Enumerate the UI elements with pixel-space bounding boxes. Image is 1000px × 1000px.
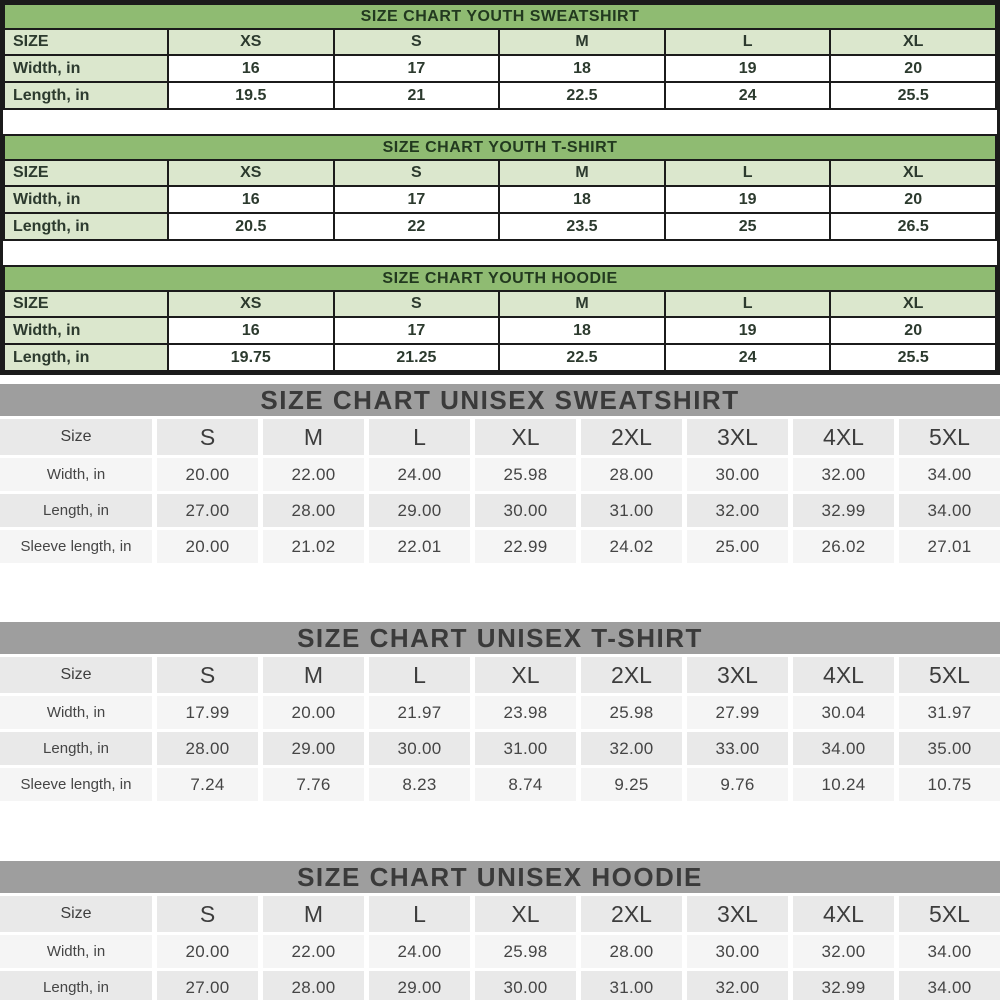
size-value-cell: 32.00 — [793, 458, 894, 491]
size-value-cell: 24 — [666, 345, 830, 370]
size-value-cell: 27.00 — [157, 494, 258, 527]
youth-sweatshirt-size-chart — [3, 3, 997, 110]
size-column-header: 2XL — [581, 419, 682, 455]
size-column-header: S — [157, 657, 258, 693]
size-value-cell: 26.5 — [831, 214, 995, 239]
size-value-cell: 32.00 — [581, 732, 682, 765]
size-value-cell: 19.5 — [169, 83, 333, 108]
size-value-cell: 22.99 — [475, 530, 576, 563]
size-value-cell: 17 — [335, 56, 499, 81]
size-value-cell: 20.5 — [169, 214, 333, 239]
size-value-cell: 18 — [500, 187, 664, 212]
size-column-header: XL — [475, 896, 576, 932]
size-column-header: 5XL — [899, 419, 1000, 455]
unisex-size-charts-section — [0, 375, 1000, 1000]
size-column-header: 4XL — [793, 657, 894, 693]
size-column-header: L — [369, 419, 470, 455]
size-column-header: L — [369, 657, 470, 693]
size-column-header: 2XL — [581, 896, 682, 932]
size-value-cell: 20.00 — [157, 935, 258, 968]
size-value-cell: 19 — [666, 56, 830, 81]
size-value-cell: 34.00 — [793, 732, 894, 765]
size-value-cell: 18 — [500, 56, 664, 81]
row-label: Length, in — [5, 83, 167, 108]
row-label: Width, in — [5, 56, 167, 81]
row-label: Length, in — [0, 732, 152, 765]
size-column-header: 2XL — [581, 657, 682, 693]
size-column-header: M — [263, 896, 364, 932]
size-value-cell: 8.74 — [475, 768, 576, 801]
unisex-tshirt-size-chart — [0, 622, 1000, 801]
size-column-header: XL — [831, 161, 995, 185]
size-column-header: XS — [169, 292, 333, 316]
size-column-header: XL — [831, 292, 995, 316]
size-value-cell: 10.75 — [899, 768, 1000, 801]
size-value-cell: 24.00 — [369, 935, 470, 968]
size-value-cell: 22.5 — [500, 83, 664, 108]
size-value-cell: 16 — [169, 318, 333, 343]
table-title: SIZE CHART YOUTH HOODIE — [5, 267, 995, 290]
size-value-cell: 27.99 — [687, 696, 788, 729]
size-value-cell: 31.97 — [899, 696, 1000, 729]
size-value-cell: 29.00 — [369, 494, 470, 527]
row-label-header: SIZE — [5, 161, 167, 185]
size-value-cell: 25.98 — [581, 696, 682, 729]
size-value-cell: 24.00 — [369, 458, 470, 491]
size-table-grid — [0, 657, 1000, 801]
youth-tshirt-size-chart — [3, 134, 997, 241]
size-value-cell: 32.00 — [793, 935, 894, 968]
size-value-cell: 7.24 — [157, 768, 258, 801]
size-value-cell: 33.00 — [687, 732, 788, 765]
row-label: Width, in — [5, 187, 167, 212]
size-value-cell: 32.99 — [793, 494, 894, 527]
size-value-cell: 24 — [666, 83, 830, 108]
row-label-header: Size — [0, 657, 152, 693]
size-value-cell: 16 — [169, 187, 333, 212]
row-label: Width, in — [0, 935, 152, 968]
size-column-header: 3XL — [687, 657, 788, 693]
size-value-cell: 19 — [666, 318, 830, 343]
size-value-cell: 25.98 — [475, 458, 576, 491]
size-value-cell: 34.00 — [899, 935, 1000, 968]
size-value-cell: 35.00 — [899, 732, 1000, 765]
table-title: SIZE CHART UNISEX SWEATSHIRT — [0, 384, 1000, 416]
size-column-header: 4XL — [793, 419, 894, 455]
size-table-grid — [0, 896, 1000, 1000]
size-value-cell: 17 — [335, 187, 499, 212]
size-column-header: 3XL — [687, 419, 788, 455]
size-column-header: L — [666, 161, 830, 185]
unisex-hoodie-size-chart — [0, 861, 1000, 1000]
size-value-cell: 25.5 — [831, 83, 995, 108]
size-value-cell: 22.00 — [263, 458, 364, 491]
row-label: Sleeve length, in — [0, 530, 152, 563]
size-value-cell: 17 — [335, 318, 499, 343]
size-column-header: S — [335, 161, 499, 185]
row-label-header: SIZE — [5, 30, 167, 54]
size-value-cell: 30.00 — [687, 935, 788, 968]
row-label: Width, in — [0, 458, 152, 491]
size-column-header: S — [335, 30, 499, 54]
size-value-cell: 23.98 — [475, 696, 576, 729]
size-value-cell: 20 — [831, 56, 995, 81]
size-column-header: 5XL — [899, 657, 1000, 693]
youth-hoodie-size-chart — [3, 265, 997, 372]
size-value-cell: 30.00 — [369, 732, 470, 765]
size-value-cell: 29.00 — [369, 971, 470, 1000]
size-value-cell: 21.02 — [263, 530, 364, 563]
size-value-cell: 26.02 — [793, 530, 894, 563]
size-column-header: XL — [831, 30, 995, 54]
size-value-cell: 25.00 — [687, 530, 788, 563]
size-value-cell: 30.00 — [475, 494, 576, 527]
size-value-cell: 27.01 — [899, 530, 1000, 563]
row-label: Length, in — [0, 971, 152, 1000]
size-value-cell: 31.00 — [475, 732, 576, 765]
row-label: Length, in — [5, 345, 167, 370]
size-column-header: M — [500, 161, 664, 185]
size-value-cell: 21 — [335, 83, 499, 108]
table-title: SIZE CHART UNISEX HOODIE — [0, 861, 1000, 893]
size-value-cell: 16 — [169, 56, 333, 81]
size-value-cell: 27.00 — [157, 971, 258, 1000]
size-value-cell: 28.00 — [581, 458, 682, 491]
size-value-cell: 34.00 — [899, 494, 1000, 527]
size-value-cell: 8.23 — [369, 768, 470, 801]
size-value-cell: 31.00 — [581, 494, 682, 527]
size-value-cell: 22.5 — [500, 345, 664, 370]
size-value-cell: 34.00 — [899, 458, 1000, 491]
size-value-cell: 20.00 — [157, 530, 258, 563]
youth-size-charts-section — [0, 0, 1000, 375]
row-label: Width, in — [5, 318, 167, 343]
size-value-cell: 29.00 — [263, 732, 364, 765]
table-title: SIZE CHART YOUTH SWEATSHIRT — [5, 5, 995, 28]
size-value-cell: 34.00 — [899, 971, 1000, 1000]
row-label: Length, in — [0, 494, 152, 527]
size-value-cell: 23.5 — [500, 214, 664, 239]
size-value-cell: 28.00 — [157, 732, 258, 765]
size-value-cell: 20.00 — [157, 458, 258, 491]
size-column-header: S — [157, 896, 258, 932]
size-value-cell: 30.00 — [475, 971, 576, 1000]
size-value-cell: 18 — [500, 318, 664, 343]
size-column-header: 4XL — [793, 896, 894, 932]
table-title: SIZE CHART YOUTH T-SHIRT — [5, 136, 995, 159]
size-column-header: XL — [475, 419, 576, 455]
size-column-header: XL — [475, 657, 576, 693]
size-value-cell: 17.99 — [157, 696, 258, 729]
size-value-cell: 10.24 — [793, 768, 894, 801]
size-value-cell: 31.00 — [581, 971, 682, 1000]
size-column-header: 3XL — [687, 896, 788, 932]
size-value-cell: 32.00 — [687, 971, 788, 1000]
size-table-grid — [5, 161, 995, 239]
size-value-cell: 20.00 — [263, 696, 364, 729]
size-value-cell: 20 — [831, 318, 995, 343]
size-value-cell: 9.76 — [687, 768, 788, 801]
row-label-header: Size — [0, 896, 152, 932]
size-value-cell: 9.25 — [581, 768, 682, 801]
size-column-header: M — [500, 30, 664, 54]
size-column-header: L — [369, 896, 470, 932]
size-value-cell: 22 — [335, 214, 499, 239]
size-column-header: XS — [169, 30, 333, 54]
size-value-cell: 22.01 — [369, 530, 470, 563]
size-value-cell: 21.97 — [369, 696, 470, 729]
size-value-cell: 7.76 — [263, 768, 364, 801]
size-column-header: L — [666, 292, 830, 316]
size-column-header: M — [263, 657, 364, 693]
size-value-cell: 25.5 — [831, 345, 995, 370]
size-value-cell: 28.00 — [581, 935, 682, 968]
size-value-cell: 24.02 — [581, 530, 682, 563]
size-value-cell: 21.25 — [335, 345, 499, 370]
size-column-header: M — [263, 419, 364, 455]
size-value-cell: 32.00 — [687, 494, 788, 527]
row-label: Width, in — [0, 696, 152, 729]
size-column-header: S — [157, 419, 258, 455]
row-label: Length, in — [5, 214, 167, 239]
table-title: SIZE CHART UNISEX T-SHIRT — [0, 622, 1000, 654]
size-value-cell: 19.75 — [169, 345, 333, 370]
size-value-cell: 28.00 — [263, 494, 364, 527]
size-value-cell: 30.04 — [793, 696, 894, 729]
unisex-sweatshirt-size-chart — [0, 384, 1000, 563]
size-value-cell: 20 — [831, 187, 995, 212]
size-column-header: M — [500, 292, 664, 316]
size-value-cell: 30.00 — [687, 458, 788, 491]
size-value-cell: 28.00 — [263, 971, 364, 1000]
size-value-cell: 25 — [666, 214, 830, 239]
size-column-header: 5XL — [899, 896, 1000, 932]
size-value-cell: 32.99 — [793, 971, 894, 1000]
size-column-header: L — [666, 30, 830, 54]
size-table-grid — [5, 30, 995, 108]
row-label-header: Size — [0, 419, 152, 455]
size-table-grid — [5, 292, 995, 370]
size-table-grid — [0, 419, 1000, 563]
size-value-cell: 22.00 — [263, 935, 364, 968]
size-value-cell: 19 — [666, 187, 830, 212]
size-column-header: S — [335, 292, 499, 316]
size-value-cell: 25.98 — [475, 935, 576, 968]
row-label-header: SIZE — [5, 292, 167, 316]
row-label: Sleeve length, in — [0, 768, 152, 801]
size-column-header: XS — [169, 161, 333, 185]
